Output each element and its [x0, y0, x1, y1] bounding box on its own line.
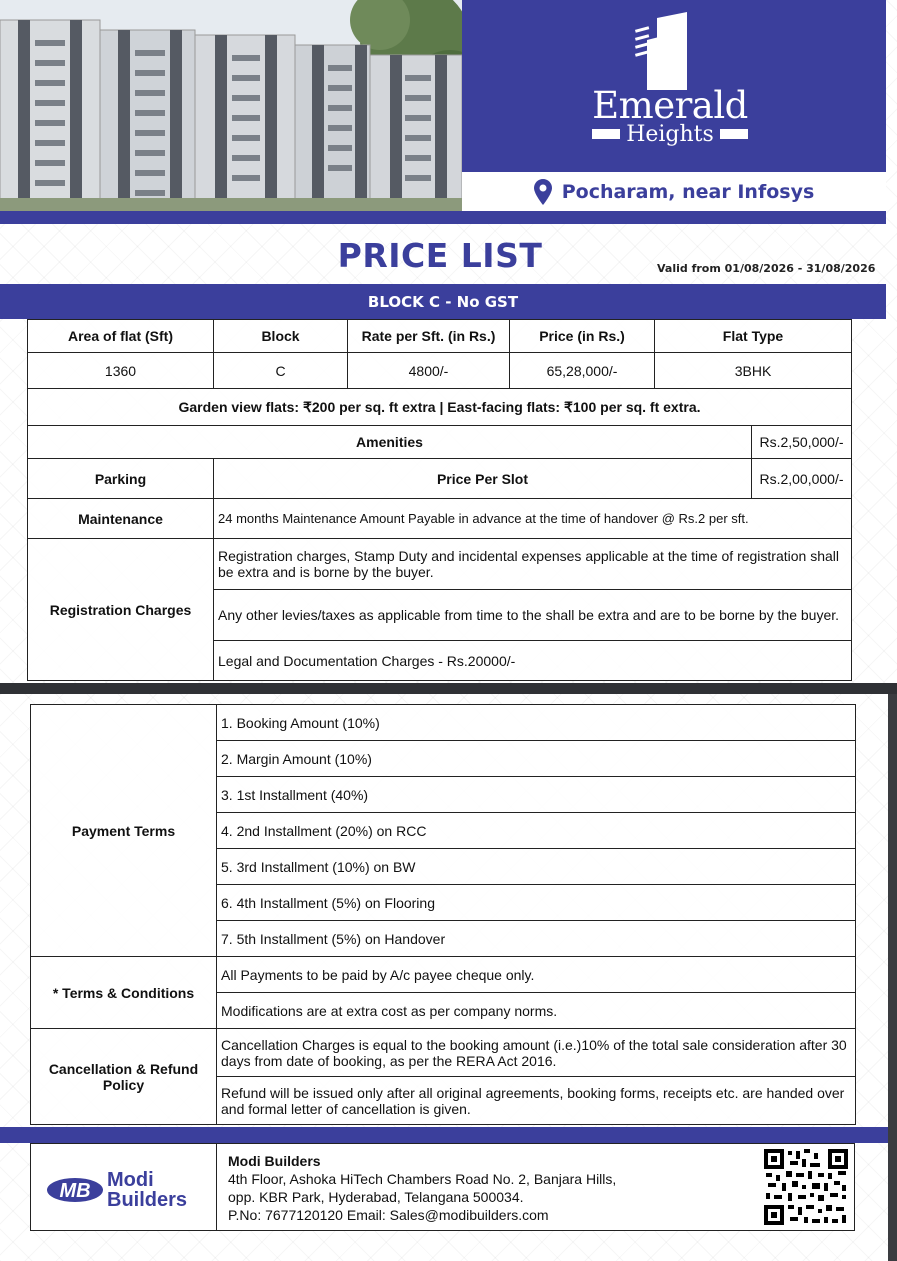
parking-value: Rs.2,00,000/- [752, 459, 852, 499]
maintenance-desc: 24 months Maintenance Amount Payable in advance at the time of handover @ Rs.2 per sft. [214, 499, 852, 539]
payment-item: 2. Margin Amount (10%) [217, 741, 856, 777]
footer-divider [216, 1144, 217, 1230]
amenities-label: Amenities [28, 426, 752, 459]
column-header-area: Area of flat (Sft) [28, 320, 214, 353]
payment-item: 3. 1st Installment (40%) [217, 777, 856, 813]
registration-item: Legal and Documentation Charges - Rs.20000/- [214, 641, 852, 681]
terms-table [30, 704, 856, 1125]
brand-panel [462, 0, 886, 172]
brand-name: Emerald [592, 84, 748, 127]
block-label: BLOCK C - No GST [0, 284, 886, 319]
footer-band [0, 1127, 888, 1143]
amenities-value: Rs.2,50,000/- [752, 426, 852, 459]
svg-text:Modi: Modi [107, 1169, 154, 1191]
cancellation-item: Refund will be issued only after all original agreements, booking forms, receipts etc. are handed over and formal letter of cancellation is given. [217, 1077, 856, 1125]
column-header-flat-type: Flat Type [655, 320, 852, 353]
terms-item: All Payments to be paid by A/c payee cheque only. [217, 957, 856, 993]
cell-area: 1360 [28, 353, 214, 389]
location-pin-icon [534, 179, 552, 205]
location-strip [462, 172, 886, 211]
payment-item: 1. Booking Amount (10%) [217, 705, 856, 741]
premium-note: Garden view flats: ₹200 per sq. ft extra | East-facing flats: ₹100 per sq. ft extra. [28, 389, 852, 426]
svg-text:Builders: Builders [107, 1189, 188, 1210]
cell-flat-type: 3BHK [655, 353, 852, 389]
payment-item: 6. 4th Installment (5%) on Flooring [217, 885, 856, 921]
terms-item: Modifications are at extra cost as per company norms. [217, 993, 856, 1029]
registration-item: Any other levies/taxes as applicable from time to the shall be extra and are to be borne by the buyer. [214, 590, 852, 641]
payment-item: 4. 2nd Installment (20%) on RCC [217, 813, 856, 849]
address-line: opp. KBR Park, Hyderabad, Telangana 500034. [228, 1189, 524, 1205]
location-text: Pocharam, near Infosys [561, 180, 815, 203]
header-divider [0, 211, 886, 224]
validity-date: Valid from 01/08/2026 - 31/08/2026 [657, 262, 876, 275]
page-break-band [0, 683, 897, 694]
maintenance-label: Maintenance [28, 499, 214, 539]
company-name: Modi Builders [228, 1153, 321, 1169]
contact-line: P.No: 7677120120 Email: Sales@modibuilders.com [228, 1207, 549, 1223]
modi-builders-logo [45, 1166, 195, 1210]
company-address [228, 1152, 616, 1224]
parking-label: Parking [28, 459, 214, 499]
column-header-price: Price (in Rs.) [510, 320, 655, 353]
payment-item: 5. 3rd Installment (10%) on BW [217, 849, 856, 885]
cell-rate: 4800/- [348, 353, 510, 389]
svg-text:MB: MB [59, 1180, 91, 1202]
cancellation-item: Cancellation Charges is equal to the booking amount (i.e.)10% of the total sale consideration after 30 days from date of booking, as per the RERA Act 2016. [217, 1029, 856, 1077]
column-header-rate: Rate per Sft. (in Rs.) [348, 320, 510, 353]
cell-block: C [214, 353, 348, 389]
brand-subtitle: Heights [590, 122, 750, 146]
page-title: PRICE LIST [337, 236, 543, 275]
cell-price: 65,28,000/- [510, 353, 655, 389]
payment-item: 7. 5th Installment (5%) on Handover [217, 921, 856, 957]
page-edge-shadow [888, 694, 897, 1261]
payment-terms-label: Payment Terms [31, 705, 217, 957]
column-header-block: Block [214, 320, 348, 353]
qr-code-icon [762, 1147, 850, 1227]
footer [30, 1143, 855, 1231]
price-table [27, 319, 852, 681]
registration-item: Registration charges, Stamp Duty and incidental expenses applicable at the time of registration shall be extra and is borne by the buyer. [214, 539, 852, 590]
cancellation-label: Cancellation & Refund Policy [31, 1029, 217, 1125]
building-photo [0, 0, 462, 211]
registration-label: Registration Charges [28, 539, 214, 681]
address-line: 4th Floor, Ashoka HiTech Chambers Road No. 2, Banjara Hills, [228, 1171, 617, 1187]
parking-desc: Price Per Slot [214, 459, 752, 499]
terms-label: * Terms & Conditions [31, 957, 217, 1029]
